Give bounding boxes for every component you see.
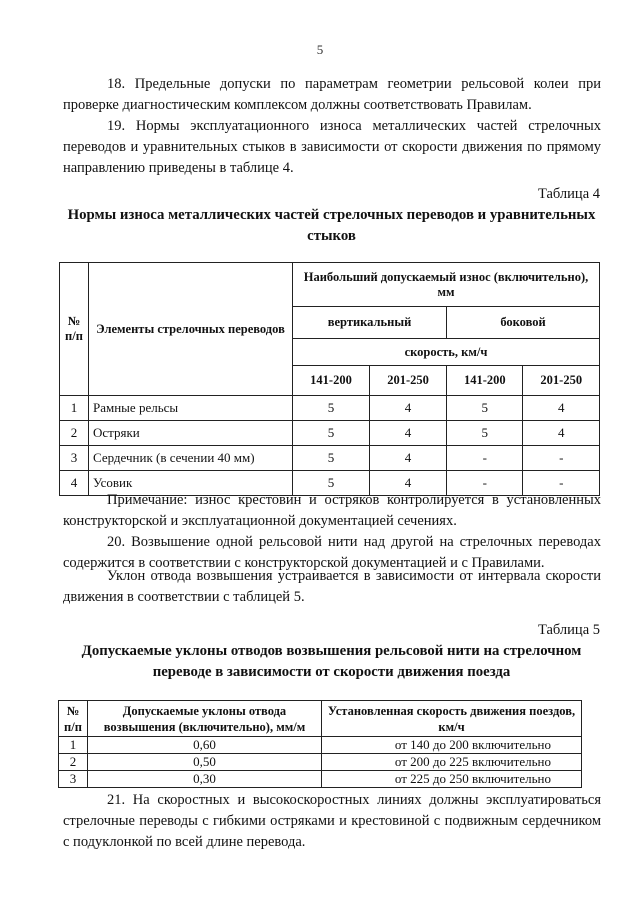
table5-label: Таблица 5 — [537, 622, 600, 638]
col-vertical-header: вертикальный — [293, 307, 447, 339]
cell-speed: от 225 до 250 включительно — [322, 771, 582, 788]
cell-value: 4 — [370, 421, 447, 446]
cell-value: 5 — [447, 421, 523, 446]
table5-title: Допускаемые уклоны отводов возвышения рельсовой нити на стрелочном переводе в зависимости от скорости движения поезда — [81, 643, 582, 680]
cell-speed: от 140 до 200 включительно — [322, 737, 582, 754]
speed-col-3: 141-200 — [447, 366, 523, 396]
cell-slope: 0,50 — [88, 754, 322, 771]
paragraph-21: 21. На скоростных и высокоскоростных линиях должны эксплуатироваться стрелочные переводы с гибкими остряками и крестовиной с подвижным сердечником с подуклонкой по всей длине перевода. — [63, 792, 601, 850]
cell-speed: от 200 до 225 включительно — [322, 754, 582, 771]
table-row — [60, 446, 600, 471]
row-element: Рамные рельсы — [89, 396, 293, 421]
row-element: Сердечник (в сечении 40 мм) — [89, 446, 293, 471]
cell-slope: 0,60 — [88, 737, 322, 754]
row-num: 3 — [59, 771, 88, 788]
cell-value: 4 — [370, 396, 447, 421]
cell-value: 4 — [523, 421, 600, 446]
row-element: Остряки — [89, 421, 293, 446]
col-max-wear-header: Наибольший допускаемый износ (включительно), мм — [293, 263, 600, 307]
table4-note: Примечание: износ крестовин и остряков контролируется в установленных конструкторской и эксплуатационной документацией сечениях. — [63, 492, 601, 529]
col-num-header: № п/п — [59, 701, 88, 737]
col-num-header: № п/п — [60, 263, 89, 396]
cell-value: 4 — [523, 396, 600, 421]
cell-value: - — [447, 471, 523, 496]
speed-col-2: 201-250 — [370, 366, 447, 396]
paragraph-18: 18. Предельные допуски по параметрам геометрии рельсовой колеи при проверке диагностическим комплексом должны соответствовать Правилам. — [63, 76, 601, 113]
col-speed-header: скорость, км/ч — [293, 339, 600, 366]
col-elements-header: Элементы стрелочных переводов — [89, 263, 293, 396]
cell-value: - — [523, 471, 600, 496]
cell-slope: 0,30 — [88, 771, 322, 788]
table-row — [60, 396, 600, 421]
row-num: 3 — [60, 446, 89, 471]
col-slope-header: Допускаемые уклоны отвода возвышения (включительно), мм/м — [88, 701, 322, 737]
slope-table — [58, 700, 582, 788]
page-number: 5 — [316, 42, 324, 57]
cell-value: 5 — [293, 396, 370, 421]
speed-col-1: 141-200 — [293, 366, 370, 396]
wear-norms-table — [59, 262, 600, 496]
col-lateral-header: боковой — [447, 307, 600, 339]
row-element: Усовик — [89, 471, 293, 496]
table-row — [59, 771, 582, 788]
cell-value: 4 — [370, 471, 447, 496]
speed-col-4: 201-250 — [523, 366, 600, 396]
paragraph-19: 19. Нормы эксплуатационного износа металлических частей стрелочных переводов и уравнительных стыков в зависимости от скорости движения по прямому направлению приведены в таблице 4. — [63, 118, 601, 176]
table-row — [59, 737, 582, 754]
cell-value: 5 — [293, 446, 370, 471]
cell-value: 5 — [293, 421, 370, 446]
cell-value: 5 — [293, 471, 370, 496]
row-num: 1 — [60, 396, 89, 421]
table4-title: Нормы износа металлических частей стрелочных переводов и уравнительных стыков — [67, 207, 596, 244]
cell-value: - — [523, 446, 600, 471]
col-speed-header: Установленная скорость движения поездов, км/ч — [322, 701, 582, 737]
row-num: 4 — [60, 471, 89, 496]
table-row — [59, 754, 582, 771]
table-row — [60, 421, 600, 446]
row-num: 2 — [60, 421, 89, 446]
table4-label: Таблица 4 — [537, 186, 600, 202]
paragraph-20b: Уклон отвода возвышения устраивается в зависимости от интервала скорости движения в соответствии с таблицей 5. — [63, 568, 601, 605]
row-num: 2 — [59, 754, 88, 771]
cell-value: - — [447, 446, 523, 471]
paragraph-20: 20. Возвышение одной рельсовой нити над другой на стрелочных переводах содержится в соответствии с конструкторской документацией и с Правилами. — [63, 534, 601, 571]
cell-value: 4 — [370, 446, 447, 471]
cell-value: 5 — [447, 396, 523, 421]
row-num: 1 — [59, 737, 88, 754]
